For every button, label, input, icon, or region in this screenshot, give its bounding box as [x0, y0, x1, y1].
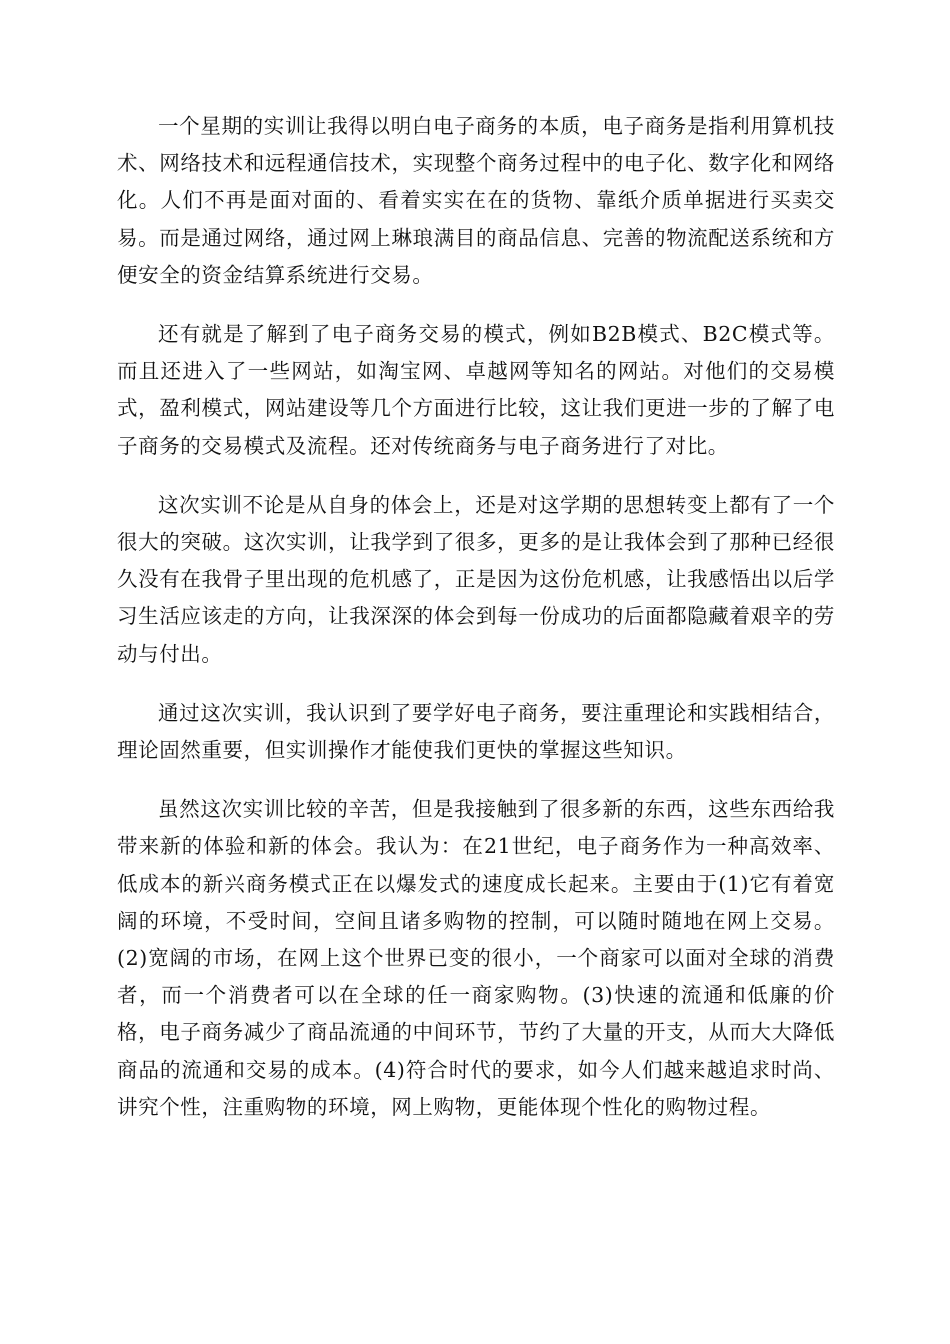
document-body — [117, 108, 835, 1148]
paragraph-4: 通过这次实训，我认识到了要学好电子商务，要注重理论和实践相结合，理论固然重要，但实训操作才能使我们更快的掌握这些知识。 — [117, 700, 835, 763]
paragraph-2: 还有就是了解到了电子商务交易的模式，例如B2B模式、B2C模式等。而且还进入了一些网站，如淘宝网、卓越网等知名的网站。对他们的交易模式，盈利模式，网站建设等几个方面进行比较，这让我们更进一步的了解了电子商务的交易模式及流程。还对传统商务与电子商务进行了对比。 — [117, 322, 835, 458]
paragraph-5: 虽然这次实训比较的辛苦，但是我接触到了很多新的东西，这些东西给我带来新的体验和新的体会。我认为：在21世纪，电子商务作为一种高效率、低成本的新兴商务模式正在以爆发式的速度成长起来。主要由于(1)它有着宽阔的环境，不受时间，空间且诸多购物的控制，可以随时随地在网上交易。(2)宽阔的市场，在网上这个世界已变的很小，一个商家可以面对全球的消费者，而一个消费者可以在全球的任一商家购物。(3)快速的流通和低廉的价格，电子商务减少了商品流通的中间环节，节约了大量的开支，从而大大降低商品的流通和交易的成本。(4)符合时代的要求，如今人们越来越追求时尚、讲究个性，注重购物的环境，网上购物，更能体现个性化的购物过程。 — [117, 797, 835, 1119]
paragraph-1: 一个星期的实训让我得以明白电子商务的本质，电子商务是指利用算机技术、网络技术和远程通信技术，实现整个商务过程中的电子化、数字化和网络化。人们不再是面对面的、看着实实在在的货物、靠纸介质单据进行买卖交易。而是通过网络，通过网上琳琅满目的商品信息、完善的物流配送系统和方便安全的资金结算系统进行交易。 — [117, 114, 835, 287]
paragraph-3: 这次实训不论是从自身的体会上，还是对这学期的思想转变上都有了一个很大的突破。这次实训，让我学到了很多，更多的是让我体会到了那种已经很久没有在我骨子里出现的危机感了，正是因为这份危机感，让我感悟出以后学习生活应该走的方向，让我深深的体会到每一份成功的后面都隐藏着艰辛的劳动与付出。 — [117, 492, 835, 666]
